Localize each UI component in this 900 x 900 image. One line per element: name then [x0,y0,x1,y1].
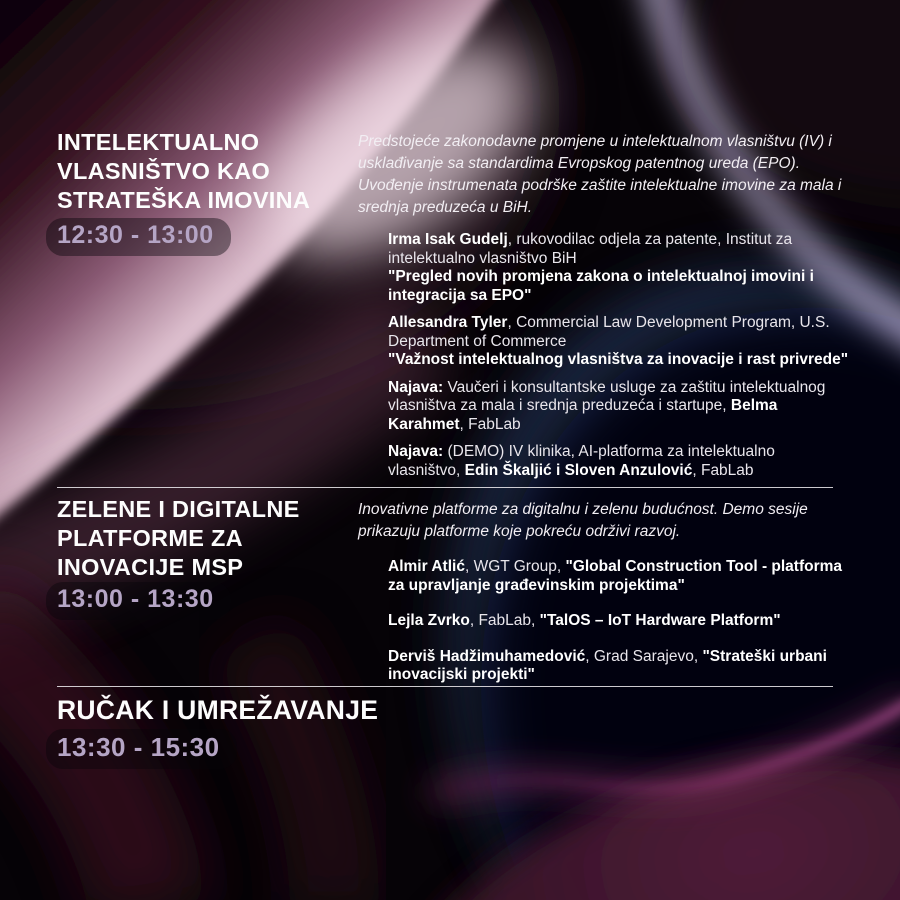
agenda-entry: Derviš Hadžimuhamedović, Grad Sarajevo, "Strateški urbani inovacijski projekti" [388,647,827,683]
session-time-badge: 13:00 - 13:30 [46,582,231,620]
session-title: RUČAK I UMREŽAVANJE [57,695,379,725]
session-description: Inovativne platforme za digitalnu i zelenu budućnost. Demo sesije prikazuju platforme koje pokreću održivi razvoj. [358,501,808,540]
session-description: Predstojeće zakonodavne promjene u intelektualnom vlasništvu (IV) i usklađivanje sa standardima Evropskog patentnog ureda (EPO). Uvođenje instrumenata podrške zaštite intelektualne imovine za mala i srednja preduzeća u BiH. [358,133,842,216]
agenda-entry: Najava: (DEMO) IV klinika, AI-platforma za intelektualno vlasništvo, Edin Škaljić i Sloven Anzulović, FabLab [388,443,775,479]
section-divider [57,487,833,488]
agenda-entry: Allesandra Tyler, Commercial Law Development Program, U.S. Department of Commerce "Važnost intelektualnog vlasništva za inovacije i rast privrede" [388,314,849,368]
agenda-entry: Irma Isak Gudelj, rukovodilac odjela za patente, Institut za intelektualno vlasništvo BiH "Pregled novih promjena zakona o intelektualnoj imovini i integracija sa EPO" [388,231,814,304]
session-entries [388,231,850,489]
session-title: INTELEKTUALNO VLASNIŠTVO KAO STRATEŠKA IMOVINA [57,129,311,213]
agenda-entry: Najava: Vaučeri i konsultantske usluge za zaštitu intelektualnog vlasništva za mala i srednja preduzeća i startupe, Belma Karahmet, FabLab [388,378,826,433]
agenda-entry: Lejla Zvrko, FabLab, "TalOS – IoT Hardware Platform" [388,612,781,629]
session-time-badge: 12:30 - 13:00 [46,218,231,256]
section-divider [57,686,833,687]
session-title: ZELENE I DIGITALNE PLATFORME ZA INOVACIJE MSP [57,496,300,580]
session-time-badge: 13:30 - 15:30 [46,729,237,769]
agenda-entry: Almir Atlić, WGT Group, "Global Construction Tool - platforma za upravljanje građevinskim projektima" [388,558,843,594]
session-entries [388,558,850,702]
